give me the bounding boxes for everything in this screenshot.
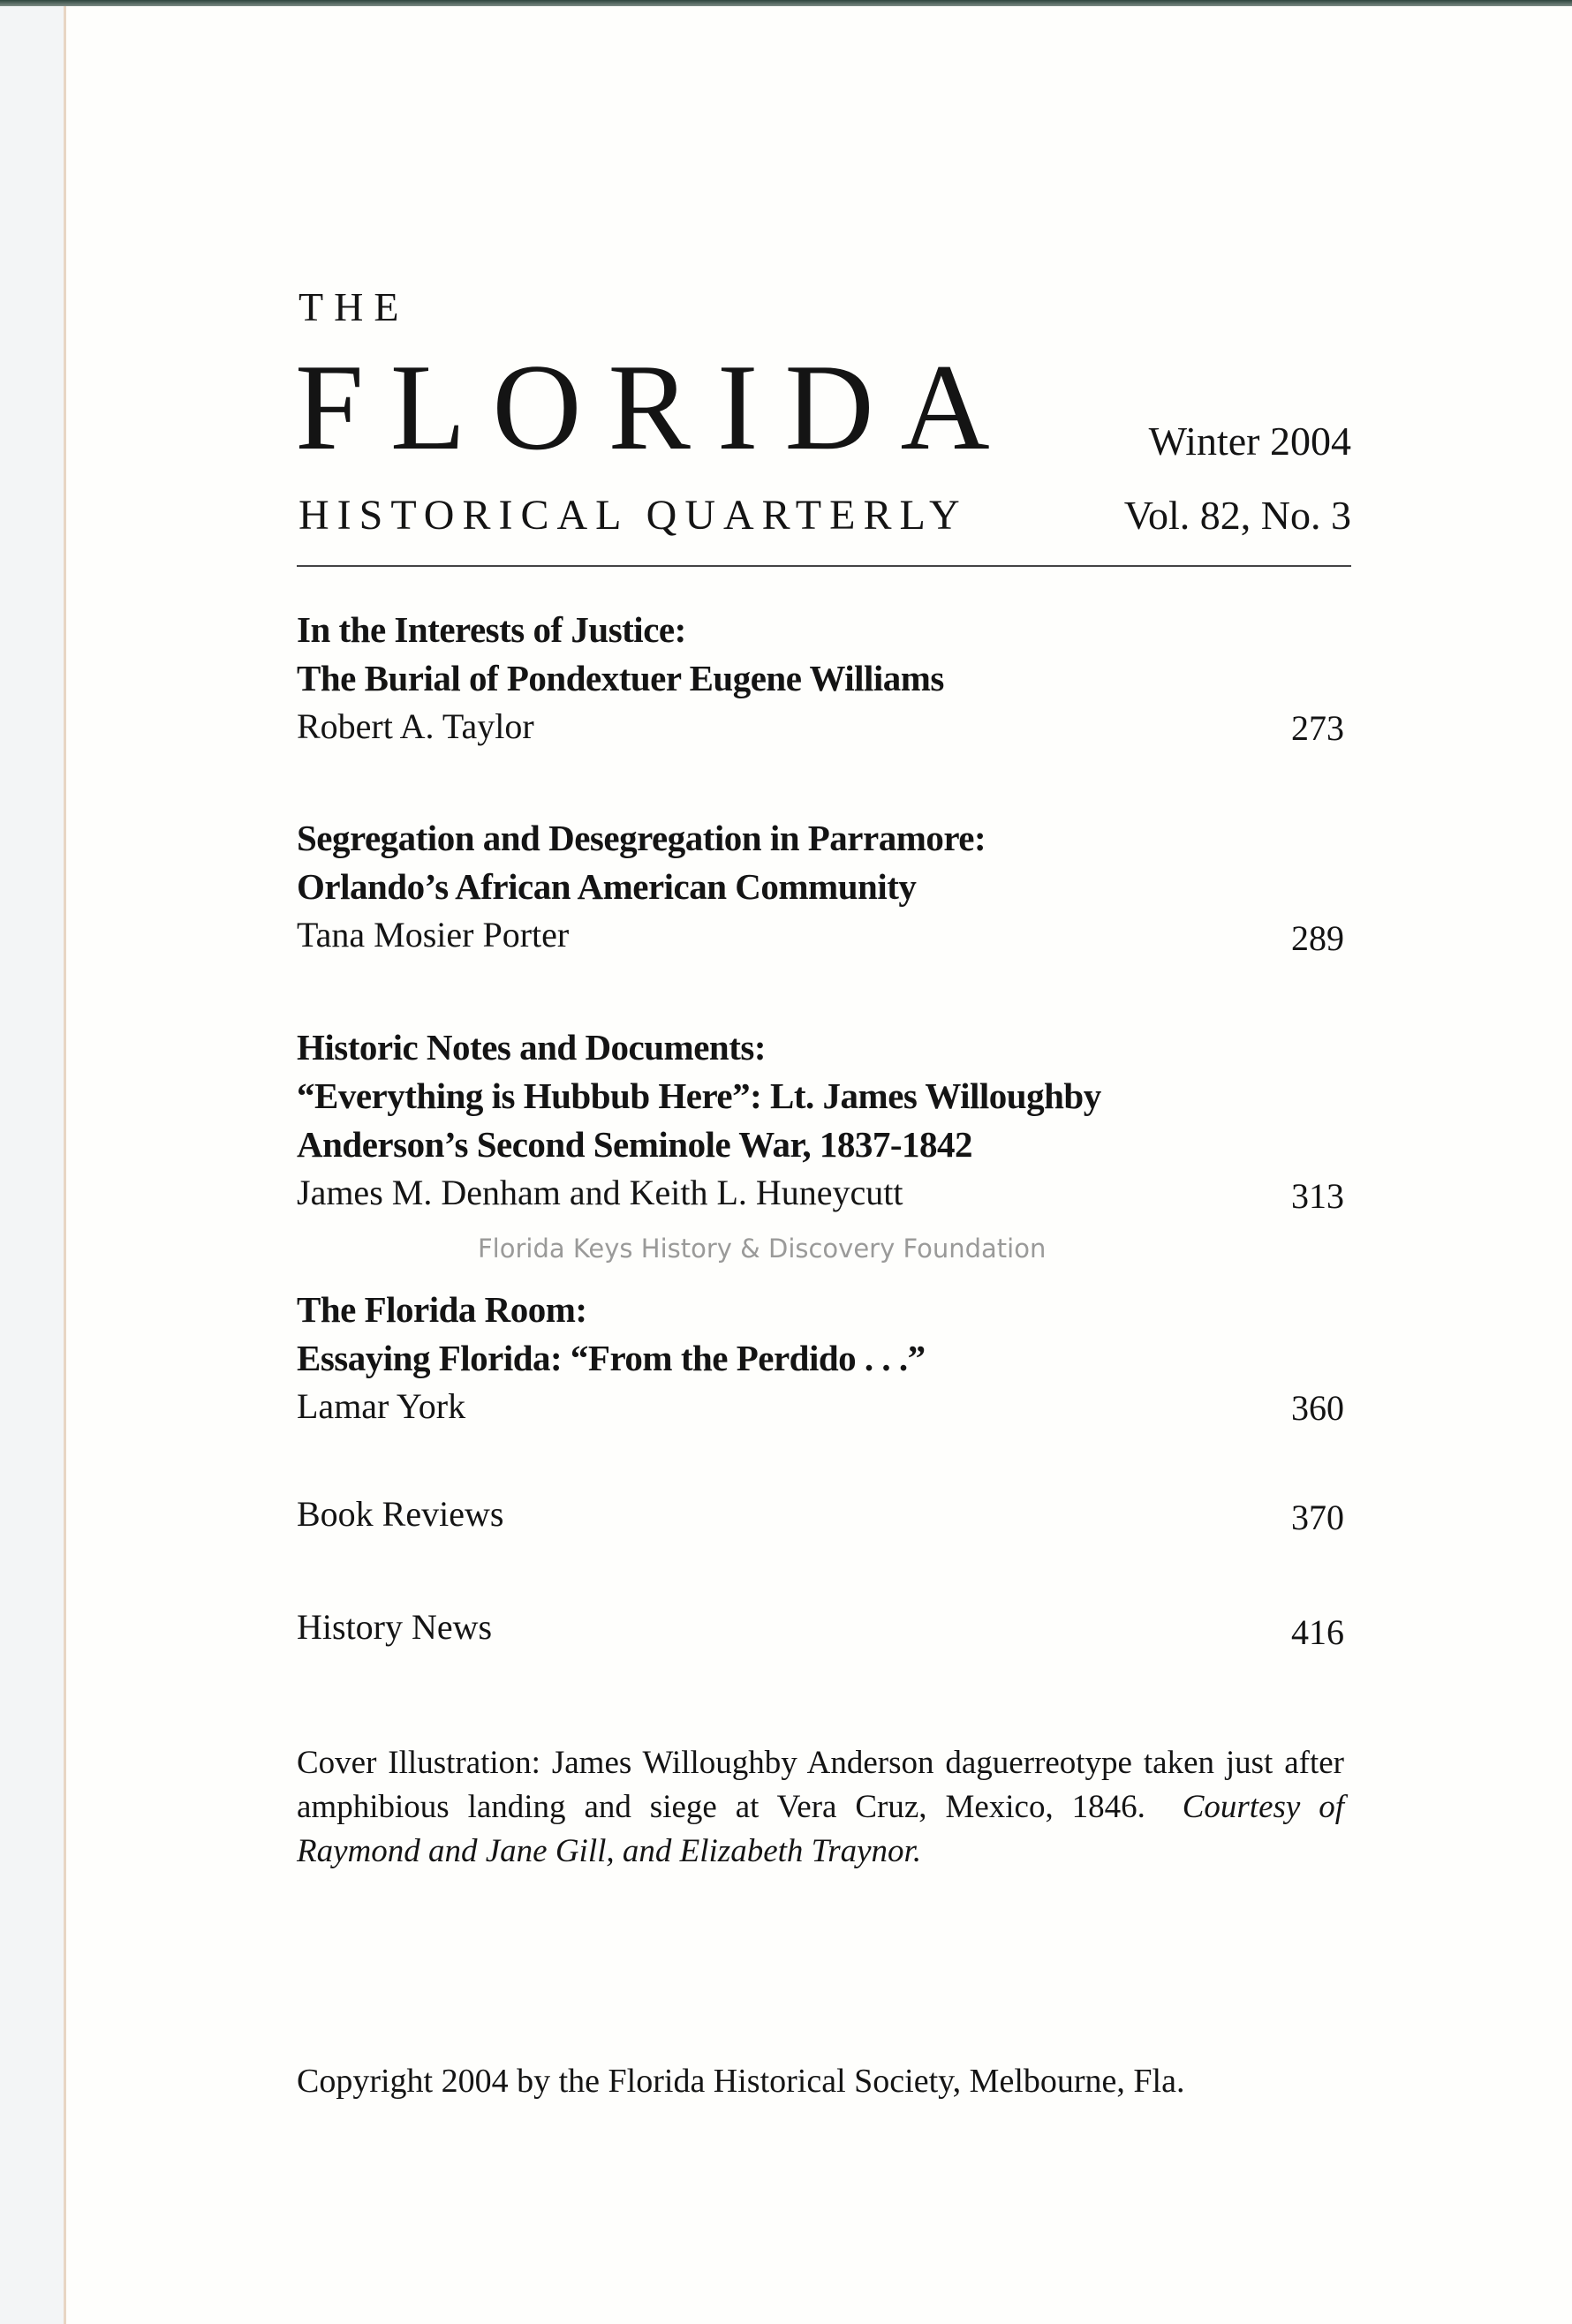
toc-page: 289 (1291, 918, 1344, 958)
toc-history-news: History News (297, 1607, 493, 1647)
toc-title-line: The Burial of Pondextuer Eugene Williams (297, 658, 944, 698)
toc-title-line: In the Interests of Justice: (297, 609, 686, 650)
watermark: Florida Keys History & Discovery Foundation (478, 1234, 1047, 1264)
masthead-the: THE (299, 284, 410, 329)
toc-page: 273 (1291, 708, 1344, 748)
toc-title-line: “Everything is Hubbub Here”: Lt. James Willoughby (297, 1075, 1101, 1116)
scan-top-edge (0, 0, 1572, 6)
toc-book-reviews: Book Reviews (297, 1494, 504, 1534)
masthead-subtitle: HISTORICAL QUARTERLY (299, 492, 968, 539)
toc-page: 416 (1291, 1612, 1344, 1652)
cover-text: Cover Illustration: James Willoughby Anderson daguerreotype taken just after amphibious landing and siege at Vera Cruz, Mexico, 1846. (297, 1745, 1344, 1825)
masthead-rule (297, 565, 1351, 567)
copyright-notice: Copyright 2004 by the Florida Historical Society, Melbourne, Fla. (297, 2063, 1185, 2100)
toc-page: 313 (1291, 1176, 1344, 1216)
page-gutter-line (64, 6, 66, 2324)
toc-title-line: Segregation and Desegregation in Parramore: (297, 818, 986, 858)
toc-author: Tana Mosier Porter (297, 915, 570, 954)
masthead-florida: FLORIDA (295, 339, 1017, 476)
toc-title-line: Essaying Florida: “From the Perdido . . .” (297, 1338, 926, 1378)
cover-credit: Courtesy of Raymond and Jane Gill, and Elizabeth Traynor. (297, 1789, 1345, 1869)
toc-title-line: Anderson’s Second Seminole War, 1837-1842 (297, 1124, 973, 1165)
toc-author: Robert A. Taylor (297, 706, 534, 746)
toc-page: 370 (1291, 1498, 1344, 1537)
toc-author: James M. Denham and Keith L. Huneycutt (297, 1173, 903, 1212)
toc-page: 360 (1291, 1388, 1344, 1428)
issue-season: Winter 2004 (1148, 419, 1351, 464)
scan-left-margin (0, 6, 64, 2324)
toc-author: Lamar York (297, 1386, 466, 1426)
cover-illustration-note (297, 1741, 1344, 1874)
issue-volume: Vol. 82, No. 3 (1123, 493, 1351, 538)
toc-title-line: Historic Notes and Documents: (297, 1027, 766, 1068)
toc-title-line: The Florida Room: (297, 1289, 587, 1330)
toc-title-line: Orlando’s African American Community (297, 866, 917, 907)
